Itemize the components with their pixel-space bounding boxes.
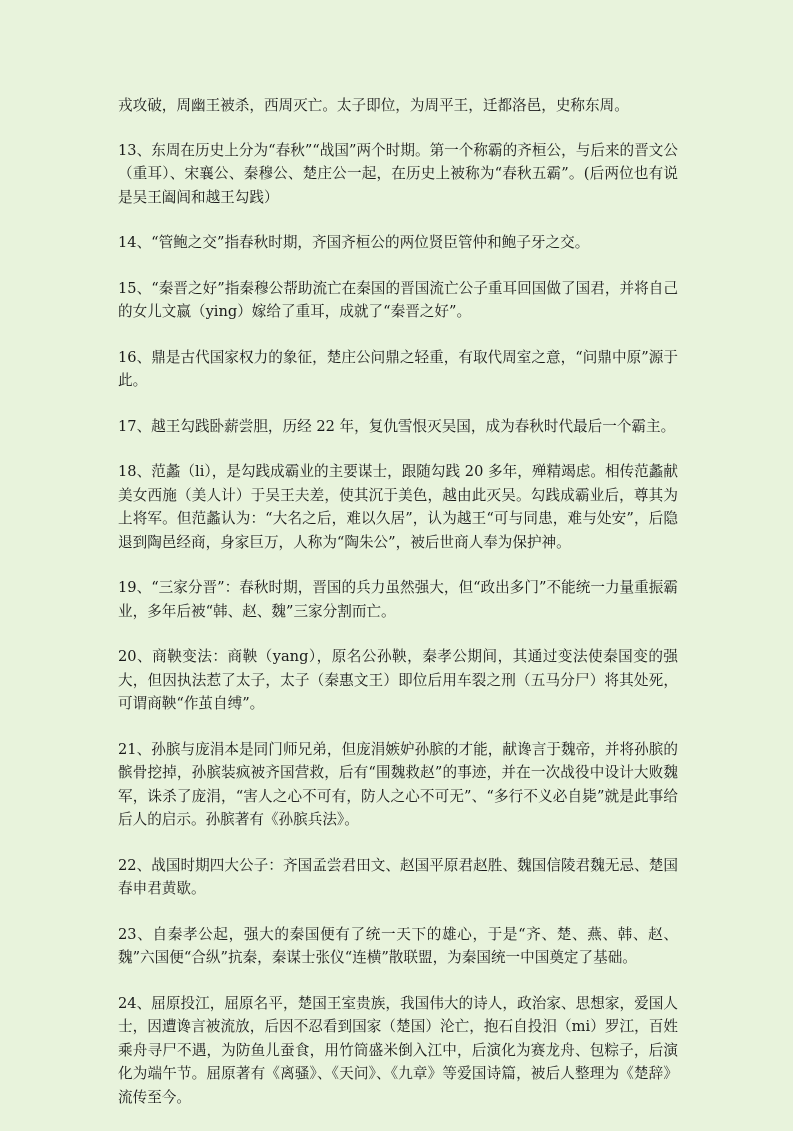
document-page — [118, 94, 678, 1131]
paragraph-16: 16、鼎是古代国家权力的象征，楚庄公问鼎之轻重，有取代周室之意，“问鼎中原”源于此。 — [118, 348, 678, 389]
paragraph-continuation: 戎攻破，周幽王被杀，西周灭亡。太子即位，为周平王，迁都洛邑，史称东周。 — [118, 97, 629, 114]
paragraph-13: 13、东周在历史上分为“春秋”“战国”两个时期。第一个称霸的齐桓公，与后来的晋文公（重耳）、宋襄公、秦穆公、楚庄公一起，在历史上被称为“春秋五霸”。(后两位也有说是吴王阖闾和越王勾践） — [118, 141, 678, 206]
paragraph-22: 22、战国时期四大公子：齐国孟尝君田文、赵国平原君赵胜、魏国信陵君魏无忌、楚国春申君黄歇。 — [118, 856, 678, 897]
paragraph-19: 19、“三家分晋”：春秋时期，晋国的兵力虽然强大，但“政出多门”不能统一力量重振霸业，多年后被“韩、赵、魏”三家分割而亡。 — [118, 579, 678, 620]
paragraph-14: 14、“管鲍之交”指春秋时期，齐国齐桓公的两位贤臣管仲和鲍子牙之交。 — [118, 234, 590, 251]
paragraph-23: 23、自秦孝公起，强大的秦国便有了统一天下的雄心，于是“齐、楚、燕、韩、赵、魏”六国便“合纵”抗秦，秦谋士张仪“连横”散联盟，为秦国统一中国奠定了基础。 — [118, 925, 678, 966]
paragraph-17: 17、越王勾践卧薪尝胆，历经 22 年，复仇雪恨灭吴国，成为春秋时代最后一个霸主。 — [118, 417, 676, 435]
paragraph-15: 15、“秦晋之好”指秦穆公帮助流亡在秦国的晋国流亡公子重耳回国做了国君，并将自己的女儿文嬴（ying）嫁给了重耳，成就了“秦晋之好”。 — [118, 279, 678, 320]
paragraph-20: 20、商鞅变法：商鞅（yang），原名公孙鞅，秦孝公期间，其通过变法使秦国变的强大，但因执法惹了太子，太子（秦惠文王）即位后用车裂之刑（五马分尸）将其处死，可谓商鞅“作茧自缚”。 — [118, 648, 678, 712]
paragraph-18: 18、范蠡（li），是勾践成霸业的主要谋士，跟随勾践 20 多年，殚精竭虑。相传范蠡献美女西施（美人计）于吴王夫差，使其沉于美色，越由此灭吴。勾践成霸业后，尊其为上将军。但范蠡认为：“大名之后，难以久居”，认为越王“可与同患，难与处安”，后隐退到陶邑经商，身家巨万，人称为“陶朱公”，被后世商人奉为保护神。 — [118, 463, 678, 551]
paragraph-21: 21、孙膑与庞涓本是同门师兄弟，但庞涓嫉妒孙膑的才能，献谗言于魏帝，并将孙膑的髌骨挖掉，孙膑装疯被齐国营救，后有“围魏救赵”的事迹，并在一次战役中设计大败魏军，诛杀了庞涓，“害人之心不可有，防人之心不可无”、“多行不义必自毙”就是此事给后人的启示。孙膑著有《孙膑兵法》。 — [118, 740, 678, 828]
paragraph-24: 24、屈原投江，屈原名平，楚国王室贵族，我国伟大的诗人，政治家、思想家，爱国人士，因遭谗言被流放，后因不忍看到国家（楚国）沦亡，抱石自投汨（mi）罗江，百姓乘舟寻尸不遇，为防鱼儿蚕食，用竹筒盛米倒入江中，后演化为赛龙舟、包粽子，后演化为端午节。屈原著有《离骚》、《天问》、《九章》等爱国诗篇，被后人整理为《楚辞》流传至今。 — [118, 994, 678, 1106]
